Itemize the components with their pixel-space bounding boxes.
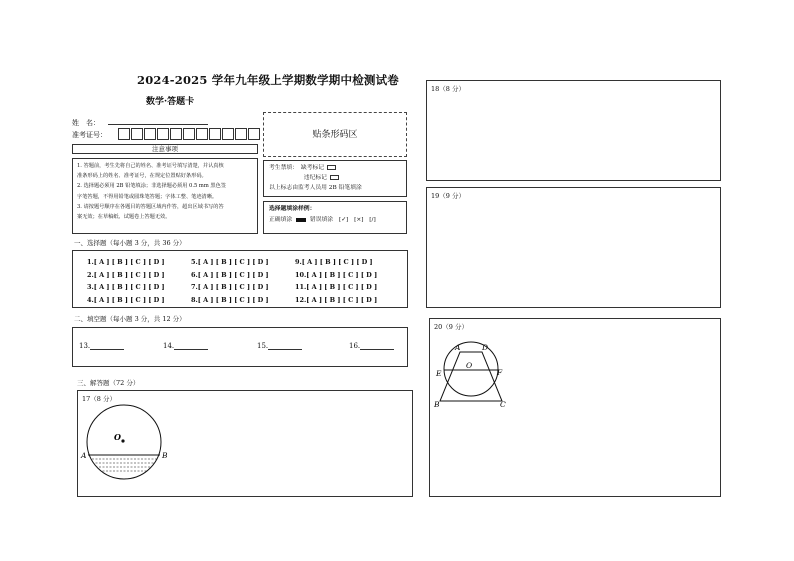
notice-line: 2. 选择题必须用 2B 铅笔填涂；非选择题必须用 0.5 mm 黑色签 xyxy=(77,183,226,190)
question-17-box[interactable] xyxy=(77,390,413,497)
answer-sheet-subtitle: 数学·答题卡 xyxy=(146,97,195,107)
fill-blank-box xyxy=(72,327,408,367)
exam-id-cell[interactable] xyxy=(235,128,247,140)
exam-id-grid[interactable] xyxy=(118,128,261,140)
blank-answer-line[interactable] xyxy=(174,342,208,350)
label-d: D xyxy=(482,343,489,352)
mc-question[interactable]: 6.[ A ] [ B ] [ C ] [ D ] xyxy=(191,270,269,279)
mc-question[interactable]: 1.[ A ] [ B ] [ C ] [ D ] xyxy=(87,258,165,266)
fill-example-box xyxy=(263,201,407,234)
notice-box xyxy=(72,158,258,234)
exam-id-cell[interactable] xyxy=(118,128,130,140)
mc-question[interactable]: 2.[ A ] [ B ] [ C ] [ D ] xyxy=(87,270,165,279)
page-title: 2024-2025 学年九年级上学期数学期中检测试卷 xyxy=(137,73,399,87)
label-f: F xyxy=(497,368,503,377)
notice-heading: 注意事项 xyxy=(72,144,258,154)
question-19-box[interactable] xyxy=(426,187,721,308)
section-2-title: 二、填空题（每小题 3 分，共 12 分） xyxy=(74,315,186,323)
exam-id-label: 准考证号： xyxy=(72,131,107,139)
section-1-title: 一、选择题（每小题 3 分，共 36 分） xyxy=(74,239,186,247)
name-field[interactable] xyxy=(108,124,208,125)
name-label: 姓 名： xyxy=(72,119,100,127)
label-c: C xyxy=(500,400,506,409)
blank-number: 16. xyxy=(349,342,361,350)
multiple-choice-box xyxy=(72,250,408,308)
circle-figure-17 xyxy=(78,391,414,498)
notice-line: 字笔答题，不得用铅笔或圆珠笔答题；字体工整、笔迹清晰。 xyxy=(77,193,218,200)
label-e: E xyxy=(436,369,442,378)
label-b: B xyxy=(434,400,440,409)
center-dot xyxy=(121,439,124,442)
blank-answer-line[interactable] xyxy=(90,342,124,350)
question-18-box[interactable] xyxy=(426,80,721,181)
blank-number: 14. xyxy=(163,342,175,350)
label-a: A xyxy=(81,451,87,460)
absence-mark-box xyxy=(263,160,407,197)
notice-line: 3. 请按题号顺序在各题目的答题区域内作答，超出区域书写的答 xyxy=(77,203,224,210)
absent-checkbox[interactable] xyxy=(327,165,336,170)
mc-question[interactable]: 10.[ A ] [ B ] [ C ] [ D ] xyxy=(295,270,378,279)
correct-fill-label: 正确填涂 xyxy=(269,217,293,223)
question-19-label: 19（9 分） xyxy=(431,192,465,200)
filled-mark-icon xyxy=(296,218,306,222)
exam-id-cell[interactable] xyxy=(157,128,169,140)
mc-question[interactable]: 12.[ A ] [ B ] [ C ] [ D ] xyxy=(295,295,378,304)
trapezoid-figure-20 xyxy=(430,319,722,498)
notice-line: 案无效；在草稿纸、试题卷上答题无效。 xyxy=(77,214,171,221)
water-segment xyxy=(78,459,178,471)
mc-question[interactable]: 5.[ A ] [ B ] [ C ] [ D ] xyxy=(191,258,269,266)
label-a: A xyxy=(455,343,461,352)
mc-question[interactable]: 3.[ A ] [ B ] [ C ] [ D ] xyxy=(87,283,165,291)
question-20-box[interactable] xyxy=(429,318,721,497)
blank-answer-line[interactable] xyxy=(268,342,302,350)
exam-id-cell[interactable] xyxy=(209,128,221,140)
question-17-label: 17（8 分） xyxy=(82,395,116,403)
label-o: O xyxy=(466,361,473,370)
exam-id-cell[interactable] xyxy=(144,128,156,140)
mc-column-1 xyxy=(87,256,165,306)
blank-answer-line[interactable] xyxy=(360,342,394,350)
exam-id-cell[interactable] xyxy=(248,128,260,140)
violation-label: 违纪标记 xyxy=(269,175,327,181)
mc-question[interactable]: 8.[ A ] [ B ] [ C ] [ D ] xyxy=(191,295,269,304)
trapezoid-abcd xyxy=(440,352,502,401)
question-18-label: 18（8 分） xyxy=(431,85,465,93)
barcode-area: 贴条形码区 xyxy=(263,112,407,157)
exam-id-cell[interactable] xyxy=(170,128,182,140)
section-3-title: 三、解答题（72 分） xyxy=(77,379,140,387)
proctor-note: 以上标志由监考人员用 2B 铅笔填涂 xyxy=(269,185,362,191)
fill-example-title: 选择题填涂样例： xyxy=(269,206,316,212)
exam-id-cell[interactable] xyxy=(196,128,208,140)
wrong-marks: [✓] [×] [/] xyxy=(338,217,376,223)
label-o: O xyxy=(114,432,121,442)
mc-question[interactable]: 9.[ A ] [ B ] [ C ] [ D ] xyxy=(295,258,373,266)
label-b: B xyxy=(162,451,168,460)
mc-question[interactable]: 4.[ A ] [ B ] [ C ] [ D ] xyxy=(87,295,165,304)
question-20-label: 20（9 分） xyxy=(434,323,468,331)
exam-id-cell[interactable] xyxy=(183,128,195,140)
blank-number: 13. xyxy=(79,342,91,350)
absent-label: 考生禁填： 缺考标记 xyxy=(269,165,325,171)
blank-number: 15. xyxy=(257,342,269,350)
exam-id-cell[interactable] xyxy=(222,128,234,140)
notice-line: 1. 答题前，考生先将自己的姓名、准考证号填写清楚，并认真核 xyxy=(77,163,224,169)
mc-question[interactable]: 11.[ A ] [ B ] [ C ] [ D ] xyxy=(295,283,378,291)
mc-column-2 xyxy=(191,256,269,306)
violation-checkbox[interactable] xyxy=(330,175,339,180)
mc-column-3 xyxy=(295,256,377,306)
mc-question[interactable]: 7.[ A ] [ B ] [ C ] [ D ] xyxy=(191,283,269,291)
notice-line: 准条形码上的姓名、准考证号，在规定位置贴好条形码。 xyxy=(77,173,207,180)
exam-id-cell[interactable] xyxy=(131,128,143,140)
wrong-fill-label: 错误填涂 xyxy=(309,217,334,223)
